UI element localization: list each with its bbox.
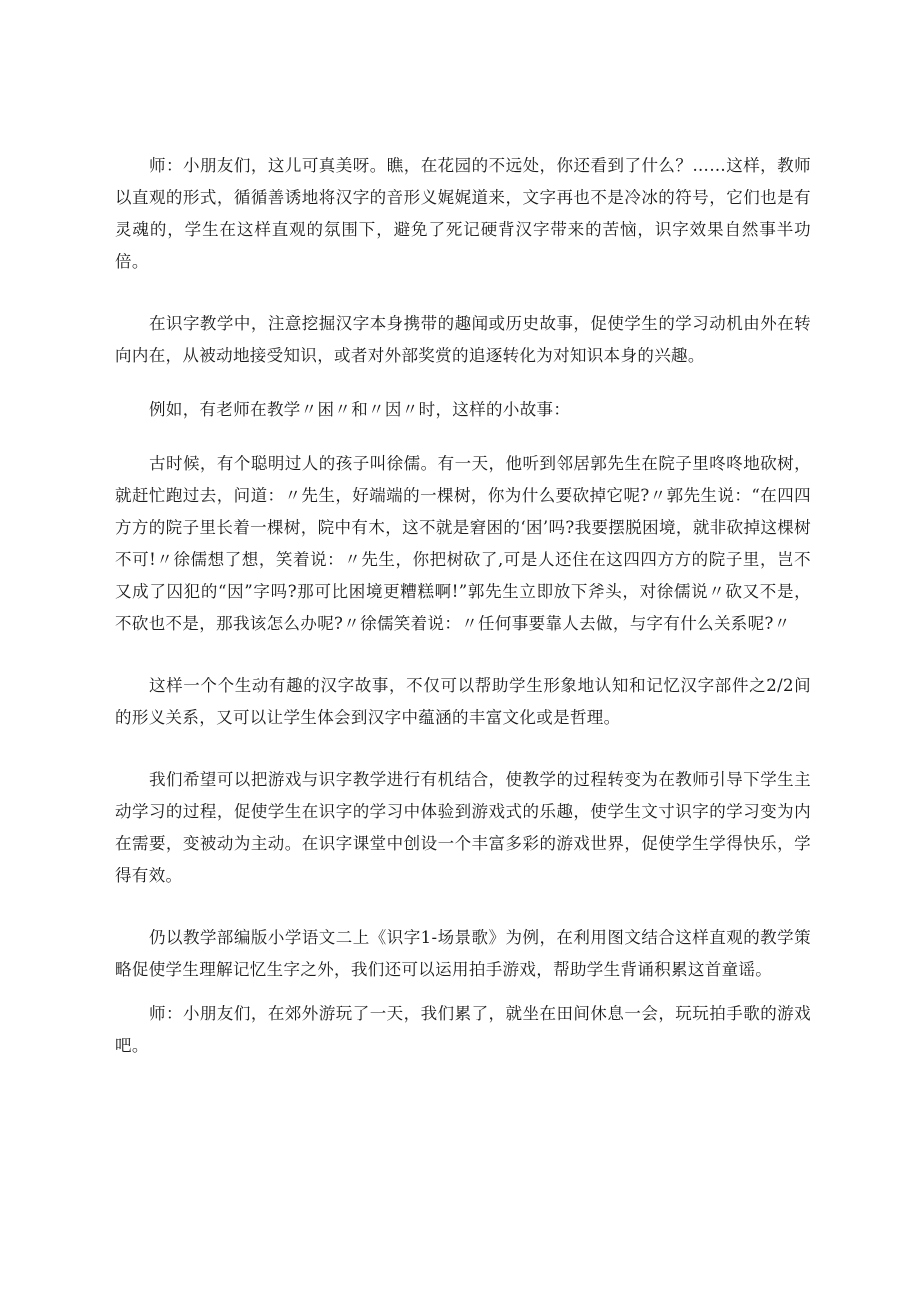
paragraph-game-integration: 我们希望可以把游戏与识字教学进行有机结合，使教学的过程转变为在教师引导下学生主动学习的过程，促使学生在识字的学习中体验到游戏式的乐趣，使学生文寸识字的学习变为内在需要，变被动为主动。在识字课堂中创设一个丰富多彩的游戏世界，促使学生学得快乐，学得有效。 bbox=[115, 770, 811, 885]
paragraph-teacher-garden: 师：小朋友们，这儿可真美呀。瞧，在花园的不远处，你还看到了什么？……这样，教师以直观的形式，循循善诱地将汉字的音形义娓娓道来，文字再也不是冷冰的符号，它们也是有灵魂的，学生在这样直观的氛围下，避免了死记硬背汉字带来的苦恼，识字效果自然事半功倍。 bbox=[115, 156, 811, 271]
paragraph-xu-ru-story: 古时候，有个聪明过人的孩子叫徐儒。有一天，他听到邻居郭先生在院子里咚咚地砍树，就赶忙跑过去，问道：〃先生，好端端的一棵树，你为什么要砍掉它呢?〃郭先生说：“在四四方方的院子里长着一棵树，院中有木，这不就是窘困的‘困’吗?我要摆脱困境，就非砍掉这棵树不可!〃徐儒想了想，笑着说：〃先生，你把树砍了,可是人还住在这四四方方的院子里，岂不又成了囚犯的“因”字吗?那可比困境更糟糕啊!”郭先生立即放下斧头，对徐儒说〃砍又不是，不砍也不是，那我该怎么办呢?〃徐儒笑着说：〃任何事要靠人去做，与字有什么关系呢?〃 bbox=[115, 454, 811, 633]
paragraph-story-motivation: 在识字教学中，注意挖掘汉字本身携带的趣闻或历史故事，促使学生的学习动机由外在转向内在，从被动地接受知识，或者对外部奖赏的追逐转化为对知识本身的兴趣。 bbox=[115, 314, 811, 365]
document-page bbox=[115, 150, 811, 1062]
paragraph-teacher-outing: 师：小朋友们，在郊外游玩了一天，我们累了，就坐在田间休息一会，玩玩拍手歌的游戏吧。 bbox=[115, 1004, 811, 1055]
paragraph-example-intro: 例如，有老师在教学〃困〃和〃因〃时，这样的小故事： bbox=[149, 400, 571, 419]
paragraph-clapping-game: 仍以教学部编版小学语文二上《识字1-场景歌》为例，在利用图文结合这样直观的教学策略促使学生理解记忆生字之外，我们还可以运用拍手游戏，帮助学生背诵积累这首童谣。 bbox=[115, 928, 811, 979]
paragraph-story-benefit: 这样一个个生动有趣的汉字故事，不仅可以帮助学生形象地认知和记忆汉字部件之2/2间的形义关系，又可以让学生体会到汉字中蕴涵的丰富文化或是哲理。 bbox=[115, 676, 811, 727]
